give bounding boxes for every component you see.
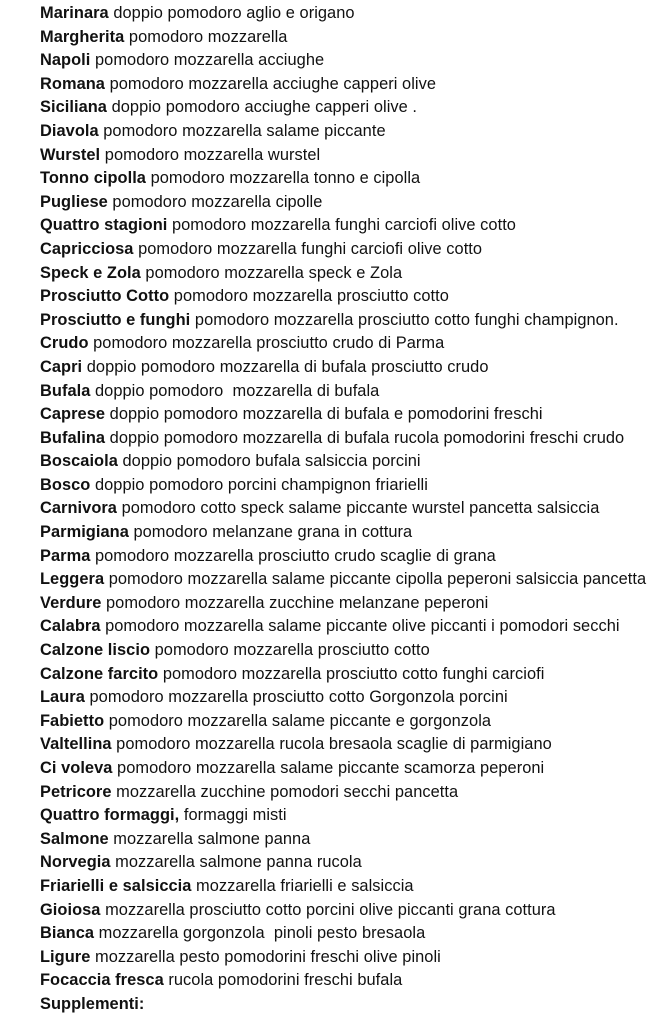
menu-item — [40, 2, 670, 26]
pizza-ingredients: doppio pomodoro aglio e origano — [108, 4, 355, 22]
pizza-ingredients: pomodoro mozzarella salame piccante — [98, 121, 386, 140]
pizza-name: Salmone — [40, 829, 109, 848]
pizza-name: Norvegia — [40, 853, 111, 872]
pizza-ingredients: mozzarella salmone panna rucola — [110, 853, 362, 872]
pizza-ingredients: pomodoro mozzarella tonno e cipolla — [145, 169, 421, 188]
pizza-ingredients: mozzarella salmone panna — [108, 829, 311, 848]
pizza-name: Parma — [40, 546, 91, 565]
pizza-ingredients: doppio pomodoro acciughe capperi olive . — [106, 98, 417, 117]
pizza-name: Valtellina — [40, 735, 112, 754]
pizza-ingredients: pomodoro mozzarella zucchine melanzane peperoni — [101, 593, 489, 612]
pizza-name: Quattro formaggi, — [40, 806, 180, 825]
pizza-ingredients: pomodoro mozzarella salame piccante e gorgonzola — [104, 711, 492, 730]
pizza-ingredients: mozzarella friarielli e salsiccia — [191, 876, 414, 895]
pizza-ingredients: doppio pomodoro bufala salsiccia porcini — [117, 452, 421, 471]
menu-item — [40, 969, 670, 993]
pizza-name: Tonno cipolla — [40, 169, 146, 188]
menu-item — [40, 946, 670, 970]
pizza-ingredients: mozzarella prosciutto cotto porcini olive piccanti grana cottura — [100, 900, 556, 919]
pizza-ingredients: doppio pomodoro mozzarella di bufala rucola pomodorini freschi crudo — [105, 428, 625, 447]
menu-item — [40, 686, 670, 710]
menu-item — [40, 521, 670, 545]
menu-item — [40, 592, 670, 616]
menu-item — [40, 733, 670, 757]
pizza-ingredients: pomodoro mozzarella prosciutto cotto funghi carciofi — [158, 664, 545, 683]
pizza-ingredients: pomodoro mozzarella prosciutto cotto Gorgonzola porcini — [84, 688, 508, 707]
pizza-name: Petricore — [40, 782, 112, 801]
pizza-name: Speck e Zola — [40, 263, 141, 282]
pizza-name: Ci voleva — [40, 759, 113, 777]
pizza-name: Focaccia fresca — [40, 971, 164, 990]
menu-item — [40, 73, 670, 97]
pizza-name: Calabra — [40, 617, 101, 636]
pizza-name: Friarielli e salsiccia — [40, 876, 192, 895]
pizza-ingredients: pomodoro mozzarella prosciutto cotto — [150, 641, 430, 660]
pizza-name: Napoli — [40, 51, 91, 70]
pizza-name: Fabietto — [40, 711, 105, 730]
pizza-ingredients: doppio pomodoro mozzarella di bufala prosciutto crudo — [82, 357, 489, 376]
pizza-name: Bosco — [40, 475, 91, 494]
menu-item — [40, 380, 670, 404]
menu-item — [40, 26, 670, 50]
pizza-name: Parmigiana — [40, 523, 129, 542]
pizza-name: Caprese — [40, 405, 106, 424]
pizza-ingredients: mozzarella zucchine pomodori secchi pancetta — [111, 782, 459, 801]
pizza-ingredients: doppio pomodoro mozzarella di bufala e pomodorini freschi — [105, 405, 543, 424]
pizza-name: Siciliana — [40, 98, 107, 117]
pizza-name: Marinara — [40, 4, 109, 22]
supplements-label: Supplementi: — [40, 994, 145, 1013]
pizza-name: Bianca — [40, 924, 95, 943]
pizza-ingredients: pomodoro mozzarella cipolle — [107, 192, 323, 211]
menu-item — [40, 568, 670, 592]
menu-item — [40, 309, 670, 333]
menu-item — [40, 639, 670, 663]
menu-item — [40, 474, 670, 498]
pizza-ingredients: pomodoro mozzarella salame piccante cipolla peperoni salsiccia pancetta — [104, 570, 647, 589]
pizza-ingredients: pomodoro mozzarella acciughe — [90, 51, 325, 70]
pizza-ingredients: pomodoro mozzarella prosciutto cotto — [169, 287, 449, 306]
menu-item — [40, 545, 670, 569]
pizza-name: Boscaiola — [40, 452, 118, 471]
pizza-name: Quattro stagioni — [40, 216, 168, 235]
pizza-ingredients: pomodoro mozzarella acciughe capperi olive — [104, 74, 437, 93]
pizza-name: Margherita — [40, 27, 125, 46]
pizza-name: Carnivora — [40, 499, 117, 518]
pizza-ingredients: pomodoro melanzane grana in cottura — [128, 523, 413, 542]
pizza-ingredients: pomodoro mozzarella speck e Zola — [140, 263, 403, 282]
pizza-name: Gioiosa — [40, 900, 101, 919]
menu-item — [40, 167, 670, 191]
menu-item — [40, 851, 670, 875]
pizza-ingredients: pomodoro mozzarella salame piccante scamorza peperoni — [112, 759, 545, 777]
menu-item — [40, 663, 670, 687]
pizza-name: Bufalina — [40, 428, 106, 447]
pizza-name: Capricciosa — [40, 239, 134, 258]
menu-item — [40, 899, 670, 923]
pizza-ingredients: doppio pomodoro porcini champignon friarielli — [90, 475, 428, 494]
pizza-ingredients: mozzarella pesto pomodorini freschi olive pinoli — [90, 947, 441, 966]
pizza-name: Capri — [40, 357, 83, 376]
menu-item — [40, 427, 670, 451]
menu-item — [40, 262, 670, 286]
pizza-name: Calzone liscio — [40, 641, 151, 660]
menu-item — [40, 96, 670, 120]
menu-item — [40, 144, 670, 168]
pizza-name: Leggera — [40, 570, 105, 589]
menu-item — [40, 214, 670, 238]
menu-item — [40, 120, 670, 144]
menu-item — [40, 757, 670, 781]
menu-item — [40, 710, 670, 734]
menu-item — [40, 332, 670, 356]
pizza-ingredients: pomodoro mozzarella prosciutto crudo scaglie di grana — [90, 546, 496, 565]
pizza-name: Wurstel — [40, 145, 101, 164]
pizza-ingredients: pomodoro cotto speck salame piccante wurstel pancetta salsiccia — [116, 499, 600, 518]
pizza-ingredients: doppio pomodoro mozzarella di bufala — [90, 381, 380, 400]
pizza-ingredients: pomodoro mozzarella — [124, 27, 288, 46]
pizza-name: Bufala — [40, 381, 91, 400]
pizza-name: Ligure — [40, 947, 91, 966]
menu-item — [40, 450, 670, 474]
pizza-name: Diavola — [40, 121, 99, 140]
menu-item — [40, 804, 670, 828]
menu-item — [40, 828, 670, 852]
menu-item — [40, 497, 670, 521]
pizza-name: Prosciutto Cotto — [40, 287, 170, 306]
pizza-menu-list — [40, 2, 670, 1017]
pizza-ingredients: pomodoro mozzarella rucola bresaola scaglie di parmigiano — [111, 735, 552, 754]
menu-item — [40, 238, 670, 262]
pizza-ingredients: rucola pomodorini freschi bufala — [163, 971, 403, 990]
menu-item — [40, 403, 670, 427]
pizza-name: Crudo — [40, 334, 89, 353]
menu-item — [40, 49, 670, 73]
pizza-ingredients: pomodoro mozzarella salame piccante olive piccanti i pomodori secchi — [100, 617, 620, 636]
supplements-heading — [40, 993, 670, 1017]
pizza-name: Prosciutto e funghi — [40, 310, 191, 329]
menu-item — [40, 191, 670, 215]
pizza-ingredients: pomodoro mozzarella wurstel — [100, 145, 321, 164]
menu-item — [40, 615, 670, 639]
pizza-name: Verdure — [40, 593, 102, 612]
menu-item — [40, 285, 670, 309]
menu-item — [40, 875, 670, 899]
pizza-ingredients: mozzarella gorgonzola pinoli pesto bresaola — [94, 924, 426, 943]
menu-item — [40, 922, 670, 946]
pizza-ingredients: pomodoro mozzarella prosciutto cotto funghi champignon. — [190, 310, 619, 329]
pizza-ingredients: formaggi misti — [179, 806, 287, 825]
pizza-ingredients: pomodoro mozzarella funghi carciofi olive cotto — [133, 239, 483, 258]
pizza-ingredients: pomodoro mozzarella prosciutto crudo di Parma — [88, 334, 445, 353]
pizza-name: Laura — [40, 688, 85, 707]
pizza-name: Pugliese — [40, 192, 108, 211]
pizza-name: Romana — [40, 74, 105, 93]
menu-item — [40, 781, 670, 805]
menu-item — [40, 356, 670, 380]
pizza-name: Calzone farcito — [40, 664, 159, 683]
pizza-ingredients: pomodoro mozzarella funghi carciofi olive cotto — [167, 216, 516, 235]
